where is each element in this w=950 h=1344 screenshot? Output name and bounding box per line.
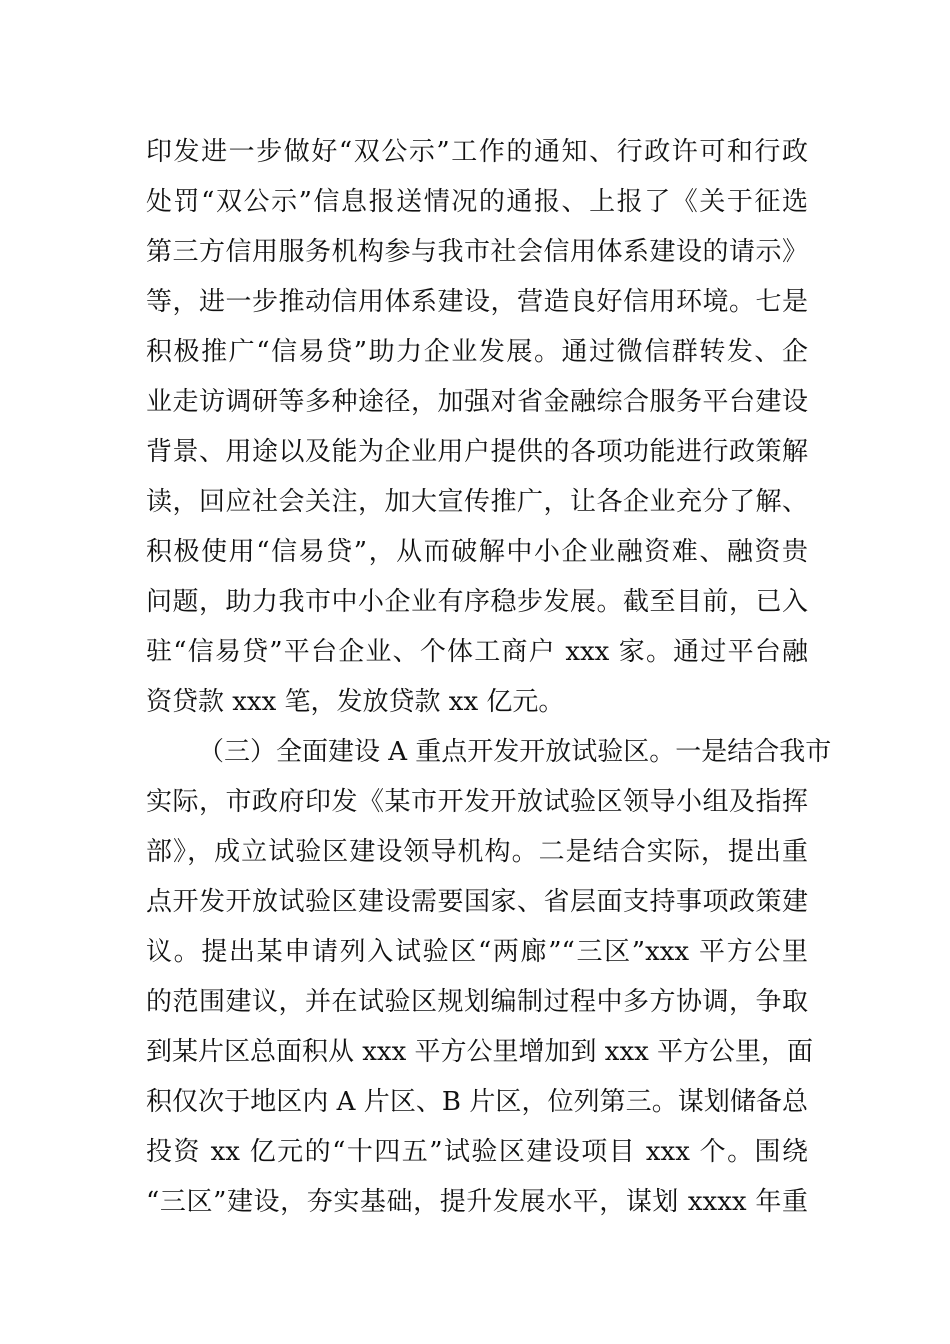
text-line: 积仅次于地区内 A 片区、B 片区，位列第三。谋划储备总 — [146, 1087, 808, 1117]
text-line: 积极推广“信易贷”助力企业发展。通过微信群转发、企 — [146, 337, 808, 367]
text-line: 议。提出某申请列入试验区“两廊”“三区”xxx 平方公里 — [146, 937, 808, 967]
text-line: 背景、用途以及能为企业用户提供的各项功能进行政策解 — [146, 437, 808, 467]
text-line: 读，回应社会关注，加大宣传推广，让各企业充分了解、 — [146, 487, 808, 517]
section-heading-line: （三）全面建设 A 重点开发开放试验区。一是结合我市 — [198, 737, 832, 767]
text-line: “三区”建设，夯实基础，提升发展水平，谋划 xxxx 年重 — [146, 1187, 808, 1217]
text-line: 实际，市政府印发《某市开发开放试验区领导小组及指挥 — [146, 787, 808, 817]
text-line: 第三方信用服务机构参与我市社会信用体系建设的请示》 — [146, 237, 808, 267]
text-line: 问题，助力我市中小企业有序稳步发展。截至目前，已入 — [146, 587, 808, 617]
text-line: 到某片区总面积从 xxx 平方公里增加到 xxx 平方公里，面 — [146, 1037, 814, 1067]
text-line: 处罚“双公示”信息报送情况的通报、上报了《关于征选 — [146, 187, 808, 217]
text-line: 印发进一步做好“双公示”工作的通知、行政许可和行政 — [146, 137, 808, 167]
text-line: 等，进一步推动信用体系建设，营造良好信用环境。七是 — [146, 287, 808, 317]
text-line: 资贷款 xxx 笔，发放贷款 xx 亿元。 — [146, 687, 565, 717]
text-line: 驻“信易贷”平台企业、个体工商户 xxx 家。通过平台融 — [146, 637, 808, 667]
text-line: 积极使用“信易贷”，从而破解中小企业融资难、融资贵 — [146, 537, 808, 567]
text-line: 部》，成立试验区建设领导机构。二是结合实际，提出重 — [146, 837, 808, 867]
text-line: 投资 xx 亿元的“十四五”试验区建设项目 xxx 个。围绕 — [146, 1137, 808, 1167]
text-line: 点开发开放试验区建设需要国家、省层面支持事项政策建 — [146, 887, 808, 917]
text-line: 的范围建议，并在试验区规划编制过程中多方协调，争取 — [146, 987, 808, 1017]
text-line: 业走访调研等多种途径，加强对省金融综合服务平台建设 — [146, 387, 808, 417]
